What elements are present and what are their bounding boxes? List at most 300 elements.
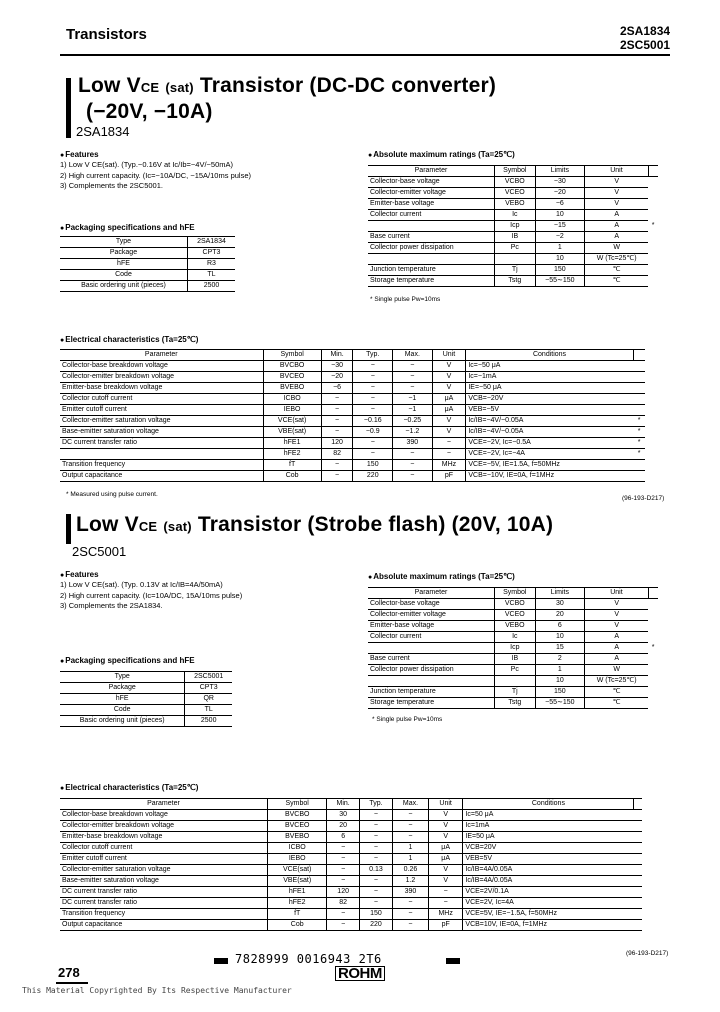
symbol-cell: VCEO — [494, 610, 535, 621]
column-header: Parameter — [368, 166, 494, 177]
s2-code: (96-193-D217) — [626, 950, 669, 957]
typ-cell: 0.13 — [359, 865, 392, 876]
table-row — [368, 599, 658, 610]
param-cell: DC current transfer ratio — [60, 887, 267, 898]
table-header-row — [60, 350, 645, 361]
limit-cell: −2 — [535, 232, 584, 243]
unit-cell: A — [585, 232, 649, 243]
s1-abs-title: ● Absolute maximum ratings (Ta=25℃) — [368, 150, 515, 159]
unit-cell: V — [432, 361, 466, 372]
unit-cell: μA — [428, 854, 463, 865]
table-row — [60, 821, 642, 832]
pkg-label: Type — [60, 237, 187, 248]
table-row — [60, 281, 235, 292]
typ-cell: − — [359, 876, 392, 887]
max-cell: 390 — [393, 887, 429, 898]
symbol-cell: VCBO — [494, 599, 535, 610]
s2-feature: 1) Low V CE(sat). (Typ. 0.13V at Ic/IB=4A/50mA) — [60, 580, 223, 589]
symbol-cell: hFE1 — [263, 438, 321, 449]
pulse-mark — [634, 920, 642, 931]
unit-cell: A — [585, 632, 649, 643]
column-header: Symbol — [494, 588, 535, 599]
s1-abs-table — [368, 165, 658, 287]
pulse-mark — [634, 854, 642, 865]
table-row — [368, 265, 658, 276]
min-cell: 82 — [321, 449, 353, 460]
min-cell: 82 — [327, 898, 359, 909]
param-cell: DC current transfer ratio — [60, 438, 263, 449]
unit-cell: V — [428, 876, 463, 887]
param-cell: Storage temperature — [368, 698, 494, 709]
unit-cell: μA — [432, 405, 466, 416]
limit-cell: −55∼150 — [535, 276, 584, 287]
param-cell: Collector-emitter saturation voltage — [60, 865, 267, 876]
pulse-mark — [634, 909, 642, 920]
unit-cell: μA — [428, 843, 463, 854]
symbol-cell: BVCEO — [267, 821, 326, 832]
max-cell: − — [393, 471, 433, 482]
pkg-label: Basic ordering unit (pieces) — [60, 716, 185, 727]
symbol-cell: Cob — [267, 920, 326, 931]
limit-cell: −6 — [535, 199, 584, 210]
symbol-cell: Tstg — [494, 276, 535, 287]
param-cell: Collector-emitter voltage — [368, 610, 494, 621]
symbol-cell: ICBO — [267, 843, 326, 854]
conditions-cell: Ic=1mA — [463, 821, 634, 832]
symbol-cell: hFE1 — [267, 887, 326, 898]
pulse-mark — [648, 621, 658, 632]
table-row — [368, 621, 658, 632]
param-cell: Emitter cutoff current — [60, 854, 267, 865]
s1-title: Low VCE (sat) Transistor (DC-DC converter) — [78, 74, 497, 97]
param-cell: Collector power dissipation — [368, 243, 494, 254]
min-cell: −30 — [321, 361, 353, 372]
pulse-mark — [648, 177, 658, 188]
symbol-cell: Ic — [494, 210, 535, 221]
pkg-value: R3 — [187, 259, 235, 270]
conditions-cell: VCE=−5V, IE=1.5A, f=50MHz — [466, 460, 633, 471]
conditions-cell: Ic/IB=−4V/−0.05A — [466, 427, 633, 438]
conditions-cell: VCB=10V, IE=0A, f=1MHz — [463, 920, 634, 931]
pkg-value: CPT3 — [185, 683, 232, 694]
rohm-logo: ROHM — [335, 966, 385, 981]
unit-cell: W — [585, 665, 649, 676]
column-header: Conditions — [466, 350, 633, 361]
unit-cell: V — [432, 383, 466, 394]
unit-cell: V — [585, 199, 649, 210]
table-row — [60, 427, 645, 438]
column-header: Unit — [432, 350, 466, 361]
typ-cell: − — [359, 898, 392, 909]
typ-cell: − — [359, 832, 392, 843]
pkg-value: TL — [185, 705, 232, 716]
column-header: Parameter — [60, 350, 263, 361]
limit-cell: −55∼150 — [535, 698, 584, 709]
pulse-mark: * — [651, 644, 655, 651]
symbol-cell: Icp — [494, 643, 535, 654]
page-number: 278 — [58, 965, 80, 980]
symbol-cell: IEBO — [263, 405, 321, 416]
pulse-mark — [633, 460, 645, 471]
table-row — [368, 188, 658, 199]
table-row — [368, 232, 658, 243]
max-cell: 1.2 — [393, 876, 429, 887]
table-row — [368, 610, 658, 621]
s1-code: (96-193-D217) — [622, 495, 665, 502]
min-cell: 120 — [321, 438, 353, 449]
symbol-cell: Tj — [494, 265, 535, 276]
pkg-value: CPT3 — [187, 248, 235, 259]
param-cell: Emitter-base voltage — [368, 199, 494, 210]
symbol-cell — [494, 676, 535, 687]
column-header: Limits — [535, 588, 584, 599]
limit-cell: 1 — [535, 243, 584, 254]
pkg-value: 2500 — [185, 716, 232, 727]
s2-title-bar — [66, 514, 71, 544]
pkg-label: Package — [60, 683, 185, 694]
symbol-cell: VBE(sat) — [267, 876, 326, 887]
symbol-cell: VBE(sat) — [263, 427, 321, 438]
conditions-cell: IE=−50 μA — [466, 383, 633, 394]
symbol-cell: VEBO — [494, 621, 535, 632]
param-cell: Collector-emitter saturation voltage — [60, 416, 263, 427]
table-row — [60, 898, 642, 909]
param-cell: Collector-base voltage — [368, 177, 494, 188]
conditions-cell: VCE=2V/0.1A — [463, 887, 634, 898]
symbol-cell: BVCBO — [263, 361, 321, 372]
s2-packaging-title: ● Packaging specifications and hFE — [60, 656, 195, 665]
typ-cell: − — [359, 887, 392, 898]
symbol-cell: Pc — [494, 665, 535, 676]
min-cell: 120 — [327, 887, 359, 898]
mark-column — [634, 799, 642, 810]
pulse-mark — [648, 188, 658, 199]
unit-cell: V — [432, 416, 466, 427]
pulse-mark — [648, 276, 658, 287]
table-row — [368, 632, 658, 643]
table-row — [60, 471, 645, 482]
min-cell: − — [321, 405, 353, 416]
limit-cell: −30 — [535, 177, 584, 188]
column-header: Unit — [585, 166, 649, 177]
unit-cell: V — [585, 188, 649, 199]
unit-cell: A — [585, 210, 649, 221]
column-header: Unit — [585, 588, 649, 599]
table-row — [368, 665, 658, 676]
s1-packaging-title: ● Packaging specifications and hFE — [60, 223, 195, 232]
symbol-cell: BVEBO — [267, 832, 326, 843]
unit-cell: V — [428, 865, 463, 876]
symbol-cell: BVCBO — [267, 810, 326, 821]
page-rule — [56, 982, 88, 984]
unit-cell: ℃ — [585, 698, 649, 709]
pulse-mark — [648, 632, 658, 643]
min-cell: − — [327, 865, 359, 876]
table-row — [368, 243, 658, 254]
header-part-numbers — [620, 24, 670, 52]
unit-cell: V — [428, 810, 463, 821]
limit-cell: 30 — [535, 599, 584, 610]
pulse-mark — [648, 265, 658, 276]
conditions-cell: VCE=−2V, Ic=−0.5A — [466, 438, 633, 449]
max-cell: − — [393, 361, 433, 372]
max-cell: − — [393, 832, 429, 843]
pulse-mark — [648, 210, 658, 221]
limit-cell: 10 — [535, 632, 584, 643]
header-part-2: 2SC5001 — [620, 38, 671, 52]
s1-elec-table — [60, 349, 645, 482]
s2-feature: 3) Complements the 2SA1834. — [60, 601, 163, 610]
column-header: Typ. — [359, 799, 392, 810]
limit-cell: 15 — [535, 643, 584, 654]
s2-packaging-table — [60, 671, 232, 727]
pulse-mark: * — [633, 449, 645, 460]
pulse-mark — [648, 243, 658, 254]
unit-cell: V — [432, 372, 466, 383]
pkg-label: Package — [60, 248, 187, 259]
table-row — [60, 683, 232, 694]
unit-cell: MHz — [432, 460, 466, 471]
table-row — [368, 199, 658, 210]
symbol-cell: VCE(sat) — [267, 865, 326, 876]
max-cell: − — [393, 383, 433, 394]
pulse-mark — [648, 610, 658, 621]
table-row — [60, 438, 645, 449]
column-header: Typ. — [353, 350, 393, 361]
symbol-cell: BVCEO — [263, 372, 321, 383]
table-row — [60, 876, 642, 887]
pulse-mark — [648, 676, 658, 687]
pulse-mark: * — [633, 438, 645, 449]
symbol-cell: Cob — [263, 471, 321, 482]
s1-features — [60, 160, 251, 192]
typ-cell: − — [353, 438, 393, 449]
mark-column — [633, 350, 645, 361]
typ-cell: − — [359, 810, 392, 821]
param-cell: DC current transfer ratio — [60, 898, 267, 909]
limit-cell: 20 — [535, 610, 584, 621]
table-row — [60, 832, 642, 843]
table-row — [60, 383, 645, 394]
unit-cell: pF — [432, 471, 466, 482]
pulse-mark: * — [633, 427, 645, 438]
table-row — [60, 909, 642, 920]
table-header-row — [368, 166, 658, 177]
table-header-row — [368, 588, 658, 599]
min-cell: 6 — [327, 832, 359, 843]
typ-cell: −0.9 — [353, 427, 393, 438]
pkg-value: TL — [187, 270, 235, 281]
max-cell: − — [393, 460, 433, 471]
header-part-1: 2SA1834 — [620, 24, 671, 38]
pkg-label: hFE — [60, 259, 187, 270]
symbol-cell: IB — [494, 232, 535, 243]
unit-cell: W (Tc=25℃) — [585, 254, 649, 265]
unit-cell: A — [585, 221, 649, 232]
mark-column — [648, 166, 658, 177]
symbol-cell: hFE2 — [267, 898, 326, 909]
conditions-cell: VCE=5V, IE=−1.5A, f=50MHz — [463, 909, 634, 920]
pulse-mark — [648, 654, 658, 665]
column-header: Conditions — [463, 799, 634, 810]
param-cell: Collector-emitter breakdown voltage — [60, 372, 263, 383]
symbol-cell: Tj — [494, 687, 535, 698]
pulse-mark — [634, 865, 642, 876]
pulse-mark — [634, 821, 642, 832]
column-header: Max. — [393, 350, 433, 361]
param-cell: Transition frequency — [60, 460, 263, 471]
s1-elec-title: ● Electrical characteristics (Ta=25℃) — [60, 335, 198, 344]
pulse-mark — [634, 843, 642, 854]
pkg-label: Code — [60, 270, 187, 281]
symbol-cell: VCEO — [494, 188, 535, 199]
conditions-cell: Ic=−50 μA — [466, 361, 633, 372]
unit-cell: W (Tc=25℃) — [585, 676, 649, 687]
pulse-mark — [634, 876, 642, 887]
min-cell: − — [321, 471, 353, 482]
s1-packaging-table — [60, 236, 235, 292]
conditions-cell: Ic/IB=−4V/−0.05A — [466, 416, 633, 427]
symbol-cell: ICBO — [263, 394, 321, 405]
pulse-mark: * — [651, 222, 655, 229]
s2-features-title: ● Features — [60, 570, 99, 579]
pulse-mark — [648, 232, 658, 243]
table-row — [60, 405, 645, 416]
unit-cell: MHz — [428, 909, 463, 920]
s1-feature: 2) High current capacity. (Ic=−10A/DC, −15A/10ms pulse) — [60, 170, 251, 180]
table-row — [60, 361, 645, 372]
table-row — [60, 887, 642, 898]
column-header: Symbol — [494, 166, 535, 177]
conditions-cell: VEB=−5V — [466, 405, 633, 416]
param-cell: Emitter-base breakdown voltage — [60, 383, 263, 394]
limit-cell: −20 — [535, 188, 584, 199]
pulse-mark — [633, 394, 645, 405]
unit-cell: V — [428, 832, 463, 843]
conditions-cell: Ic/IB=4A/0.05A — [463, 865, 634, 876]
header-rule — [60, 54, 670, 56]
symbol-cell: VCBO — [494, 177, 535, 188]
symbol-cell: fT — [263, 460, 321, 471]
symbol-cell: VCE(sat) — [263, 416, 321, 427]
typ-cell: − — [359, 821, 392, 832]
param-cell: Collector power dissipation — [368, 665, 494, 676]
pkg-value: 2SA1834 — [187, 237, 235, 248]
s1-title-bar — [66, 78, 71, 138]
conditions-cell: Ic=50 μA — [463, 810, 634, 821]
min-cell: − — [321, 394, 353, 405]
param-cell: Emitter cutoff current — [60, 405, 263, 416]
pulse-mark — [634, 898, 642, 909]
max-cell: − — [393, 898, 429, 909]
conditions-cell: VCB=−10V, IE=0A, f=1MHz — [466, 471, 633, 482]
limit-cell: −15 — [535, 221, 584, 232]
symbol-cell: BVEBO — [263, 383, 321, 394]
unit-cell: − — [432, 438, 466, 449]
param-cell — [60, 449, 263, 460]
limit-cell: 150 — [535, 265, 584, 276]
unit-cell: V — [585, 621, 649, 632]
symbol-cell — [494, 254, 535, 265]
typ-cell: 150 — [353, 460, 393, 471]
unit-cell: A — [585, 654, 649, 665]
unit-cell: ℃ — [585, 687, 649, 698]
pkg-label: Type — [60, 672, 185, 683]
max-cell: − — [393, 821, 429, 832]
mark-column — [648, 588, 658, 599]
unit-cell: V — [585, 599, 649, 610]
param-cell: Collector current — [368, 210, 494, 221]
table-row — [60, 248, 235, 259]
param-cell: Transition frequency — [60, 909, 267, 920]
table-row — [60, 372, 645, 383]
max-cell: −1 — [393, 405, 433, 416]
conditions-cell: VCE=−2V, Ic=−4A — [466, 449, 633, 460]
conditions-cell: Ic/IB=4A/0.05A — [463, 876, 634, 887]
max-cell: −1.2 — [393, 427, 433, 438]
symbol-cell: Tstg — [494, 698, 535, 709]
table-row — [368, 676, 658, 687]
table-header-row — [60, 799, 642, 810]
s2-abs-table — [368, 587, 658, 709]
pulse-mark — [648, 254, 658, 265]
conditions-cell: VCB=20V — [463, 843, 634, 854]
symbol-cell: VEBO — [494, 199, 535, 210]
min-cell: − — [327, 920, 359, 931]
table-row — [60, 270, 235, 281]
param-cell: Base-emitter saturation voltage — [60, 876, 267, 887]
symbol-cell: IB — [494, 654, 535, 665]
table-row — [368, 221, 658, 232]
limit-cell: 10 — [535, 210, 584, 221]
min-cell: −20 — [321, 372, 353, 383]
s1-title-line2: (−20V, −10A) — [86, 100, 213, 123]
param-cell: Collector-base breakdown voltage — [60, 361, 263, 372]
s1-feature: 3) Complements the 2SC5001. — [60, 181, 163, 190]
table-row — [60, 716, 232, 727]
min-cell: − — [321, 416, 353, 427]
table-row — [60, 843, 642, 854]
param-cell — [368, 254, 494, 265]
table-row — [60, 394, 645, 405]
pulse-mark — [648, 665, 658, 676]
barcode-mark-right — [446, 958, 460, 964]
param-cell: Collector-base breakdown voltage — [60, 810, 267, 821]
unit-cell: V — [585, 610, 649, 621]
table-row — [60, 416, 645, 427]
param-cell: Collector cutoff current — [60, 394, 263, 405]
conditions-cell: VEB=5V — [463, 854, 634, 865]
s2-elec-title: ● Electrical characteristics (Ta=25℃) — [60, 783, 198, 792]
table-row — [60, 810, 642, 821]
pulse-mark — [634, 887, 642, 898]
param-cell: Collector cutoff current — [60, 843, 267, 854]
param-cell: Emitter-base breakdown voltage — [60, 832, 267, 843]
symbol-cell: IEBO — [267, 854, 326, 865]
min-cell: − — [327, 876, 359, 887]
max-cell: −1 — [393, 394, 433, 405]
conditions-cell: IE=50 μA — [463, 832, 634, 843]
s1-part: 2SA1834 — [76, 124, 130, 139]
typ-cell: − — [353, 383, 393, 394]
s2-elec-table — [60, 798, 642, 931]
max-cell: −0.25 — [393, 416, 433, 427]
s1-features-title: ● Features — [60, 150, 99, 159]
pulse-mark — [633, 372, 645, 383]
param-cell: Collector-emitter breakdown voltage — [60, 821, 267, 832]
param-cell: Emitter-base voltage — [368, 621, 494, 632]
typ-cell: 220 — [359, 920, 392, 931]
